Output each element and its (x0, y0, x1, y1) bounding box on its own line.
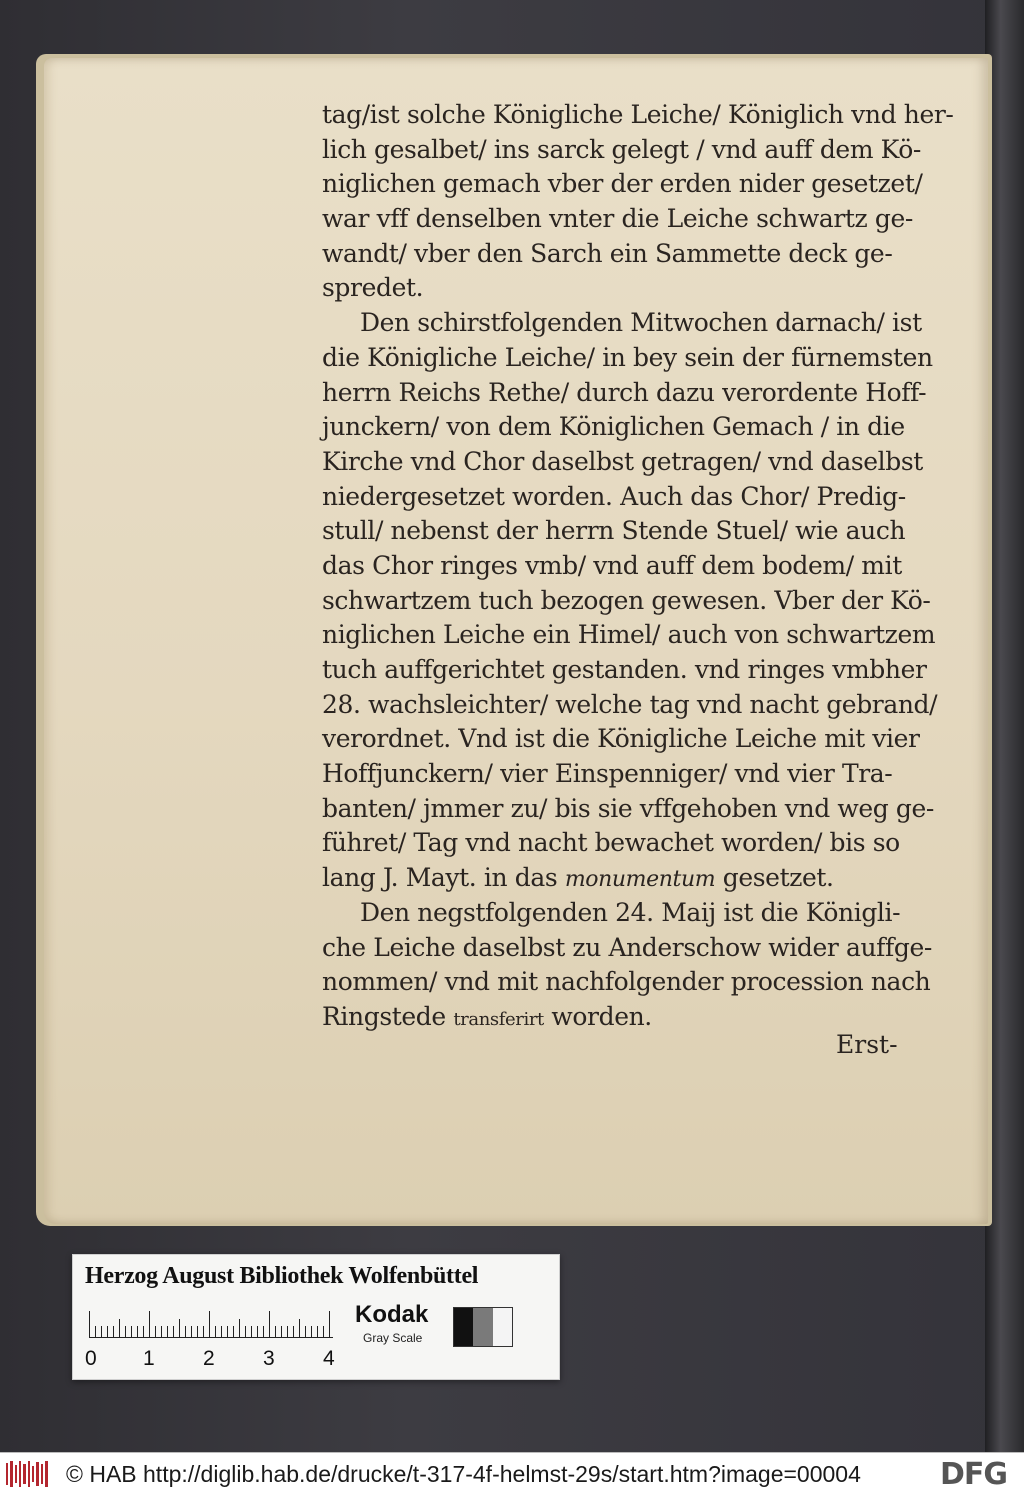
swatch-gray (473, 1308, 492, 1346)
ruler-number: 2 (203, 1347, 215, 1370)
ruler-tick (197, 1326, 198, 1337)
ruler-tick (233, 1326, 234, 1337)
ruler-tick (89, 1311, 90, 1337)
italic-term: monumentum (564, 867, 716, 893)
ruler-tick (137, 1326, 138, 1337)
ruler-tick (269, 1311, 270, 1337)
barcode-icon (6, 1461, 50, 1487)
ruler-tick (305, 1326, 306, 1337)
text-line: wandt/ vber den Sarch ein Sammette deck ge- (322, 238, 893, 268)
text-line: spredet. (322, 273, 424, 303)
ruler-tick (317, 1326, 318, 1337)
ruler-tick (323, 1326, 324, 1337)
text-line: schwartzem tuch bezogen gewesen. Vber der Kö- (322, 585, 931, 615)
text-segment: worden. (551, 1001, 652, 1031)
text-line: war vff denselben vnter die Leiche schwartz ge- (322, 204, 913, 234)
ruler-tick (185, 1326, 186, 1337)
ruler-tick (245, 1326, 246, 1337)
roman-term: transferirt (453, 1008, 544, 1030)
ruler-tick (143, 1326, 144, 1337)
catchword: Erst- (836, 1030, 898, 1059)
ruler-number: 0 (85, 1347, 97, 1370)
ruler-tick (113, 1326, 114, 1337)
page-text (322, 98, 954, 1035)
dfg-logo: DFG (940, 1457, 1008, 1492)
ruler-tick (107, 1326, 108, 1337)
ruler (89, 1309, 333, 1338)
ruler-tick (209, 1311, 210, 1337)
kodak-logo: Kodak (355, 1301, 429, 1328)
ruler-tick (161, 1326, 162, 1337)
text-line: stull/ nebenst der herrn Stende Stuel/ wie auch (322, 516, 906, 546)
ruler-tick (179, 1319, 180, 1337)
text-line: herrn Reichs Rethe/ durch dazu verordente Hoff- (322, 377, 927, 407)
ruler-tick (299, 1319, 300, 1337)
ruler-tick (191, 1326, 192, 1337)
ruler-tick (155, 1326, 156, 1337)
ruler-tick (173, 1326, 174, 1337)
text-line: niglichen gemach vber der erden nider gesetzet/ (322, 169, 923, 199)
text-line: das Chor ringes vmb/ vnd auff dem bodem/ mit (322, 550, 902, 580)
ruler-tick (227, 1326, 228, 1337)
text-line: che Leiche daselbst zu Anderschow wider auffge- (322, 932, 932, 962)
source-link[interactable]: © HAB http://diglib.hab.de/drucke/t-317-4f-helmst-29s/start.htm?image=00004 (66, 1461, 861, 1487)
ruler-tick (221, 1326, 222, 1337)
ruler-number: 1 (143, 1347, 155, 1370)
ruler-tick (281, 1326, 282, 1337)
text-line: Den schirstfolgenden Mitwochen darnach/ ist (360, 308, 922, 338)
ruler-number: 3 (263, 1347, 275, 1370)
text-line: tag/ist solche Königliche Leiche/ Königlich vnd her- (322, 100, 954, 129)
text-segment: lang J. Mayt. in das (322, 863, 558, 893)
ruler-tick (293, 1326, 294, 1337)
swatch-black (454, 1308, 473, 1346)
text-line: die Königliche Leiche/ in bey sein der fürnemsten (322, 342, 933, 372)
text-segment: Ringstede (322, 1001, 446, 1031)
library-scale-label (72, 1254, 560, 1380)
ruler-tick (263, 1326, 264, 1337)
ruler-tick (167, 1326, 168, 1337)
text-segment: gesetzet. (722, 863, 834, 893)
text-line: niglichen Leiche ein Himel/ auch von schwartzem (322, 620, 936, 650)
ruler-tick (95, 1326, 96, 1337)
ruler-tick (329, 1311, 330, 1337)
text-line: verordnet. Vnd ist die Königliche Leiche mit vier (322, 724, 920, 754)
text-line: niedergesetzet worden. Auch das Chor/ Predig- (322, 481, 906, 511)
ruler-tick (125, 1326, 126, 1337)
text-line: 28. wachsleichter/ welche tag vnd nacht gebrand/ (322, 689, 938, 719)
text-line (322, 861, 912, 896)
gray-scale-caption: Gray Scale (363, 1331, 423, 1345)
text-line: Den negstfolgenden 24. Maij ist die Königli- (360, 897, 901, 927)
ruler-tick (251, 1326, 252, 1337)
swatch-white (493, 1308, 512, 1346)
ruler-tick (149, 1311, 150, 1337)
label-title: Herzog August Bibliothek Wolfenbüttel (85, 1263, 479, 1289)
text-line: nommen/ vnd mit nachfolgender procession nach (322, 967, 931, 997)
ruler-tick (215, 1326, 216, 1337)
ruler-tick (275, 1326, 276, 1337)
text-line: junckern/ von dem Königlichen Gemach / in die (322, 412, 905, 442)
text-line: Hoffjunckern/ vier Einspenniger/ vnd vier Tra- (322, 759, 893, 789)
text-line: banten/ jmmer zu/ bis sie vffgehoben vnd weg ge- (322, 793, 934, 823)
text-line: führet/ Tag vnd nacht bewachet worden/ bis so (322, 828, 900, 858)
ruler-tick (119, 1319, 120, 1337)
viewer-footer (0, 1452, 1024, 1494)
ruler-number: 4 (323, 1347, 335, 1370)
text-line (322, 1000, 912, 1035)
ruler-tick (203, 1326, 204, 1337)
ruler-tick (101, 1326, 102, 1337)
text-line: Kirche vnd Chor daselbst getragen/ vnd daselbst (322, 446, 923, 476)
ruler-tick (239, 1319, 240, 1337)
ruler-tick (287, 1326, 288, 1337)
ruler-tick (257, 1326, 258, 1337)
text-line: tuch auffgerichtet gestanden. vnd ringes vmbher (322, 655, 927, 684)
text-line: lich gesalbet/ ins sarck gelegt / vnd auff dem Kö- (322, 134, 921, 164)
ruler-tick (131, 1326, 132, 1337)
ruler-tick (311, 1326, 312, 1337)
ruler-numbers (85, 1347, 355, 1373)
gray-swatches (453, 1307, 513, 1347)
